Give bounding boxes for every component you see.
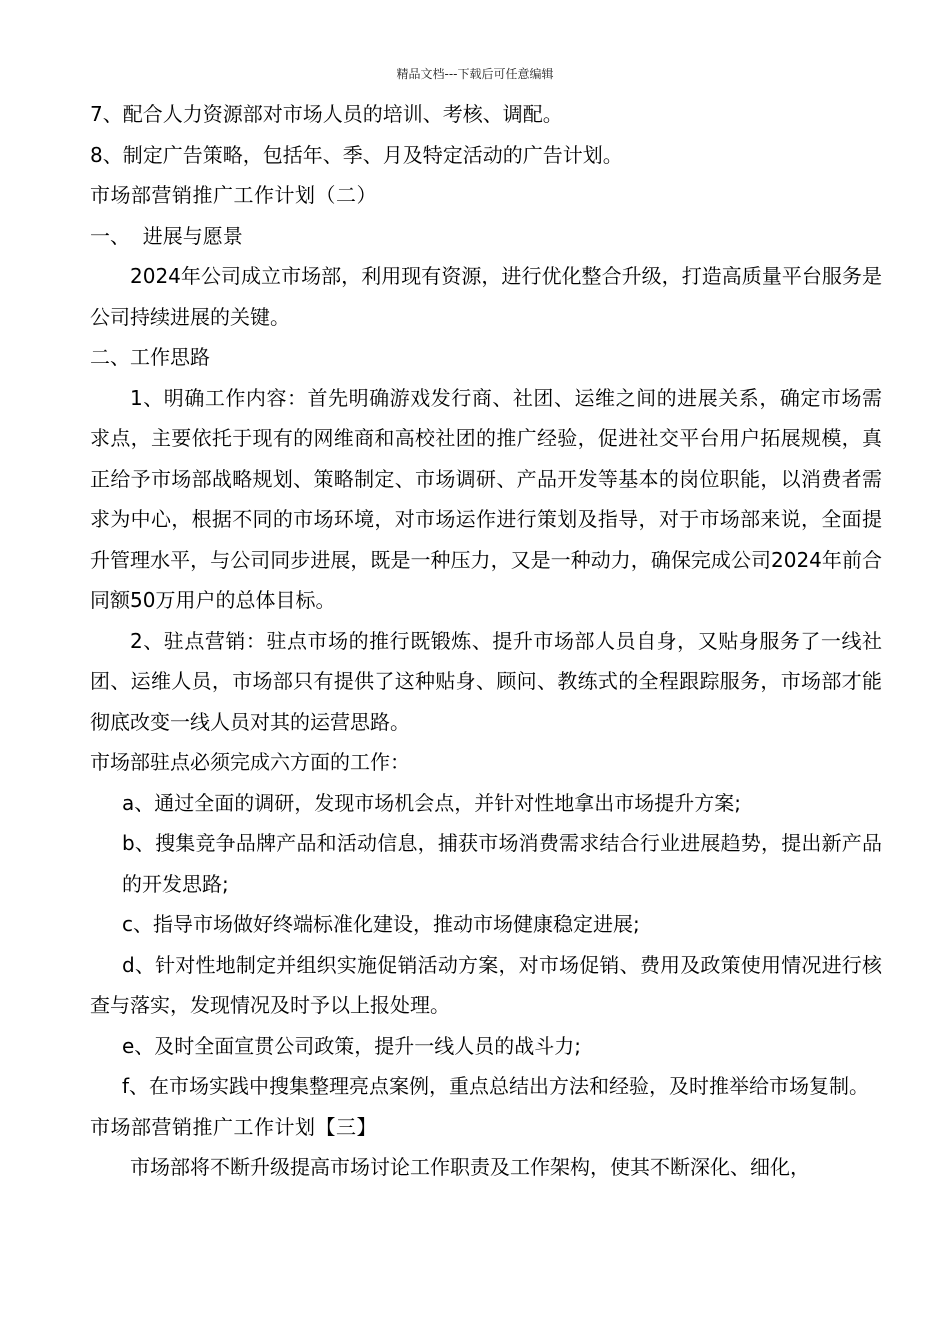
task-f: f、在市场实践中搜集整理亮点案例，重点总结出方法和经验，及时推举给市场复制。	[122, 1074, 870, 1098]
paragraph-plan-3: 市场部将不断升级提高市场讨论工作职责及工作架构，使其不断深化、细化，	[130, 1155, 810, 1179]
paragraph-point-1: 1、明确工作内容：首先明确游戏发行商、社团、运维之间的进展关系，确定市场需求点，主要依托于现有的网维商和高校社团的推广经验，促进社交平台用户拓展规模，真正给予市场部战略规划、策略制定、市场调研、产品开发等基本的岗位职能，以消费者需求为中心，根据不同的市场环境，对市场运作进行策划及指导，对于市场部来说，全面提升管理水平，与公司同步进展，既是一种压力，又是一种动力，确保完成公司2024年前合同额50万用户的总体目标。	[90, 385, 882, 612]
section-title-plan-3: 市场部营销推广工作计划【三】	[90, 1114, 377, 1139]
section-title-plan-2: 市场部营销推广工作计划（二）	[90, 183, 377, 207]
task-b: b、搜集竞争品牌产品和活动信息，捕获市场消费需求结合行业进展趋势，提出新产品的开发思路;	[122, 831, 882, 896]
task-d: d、针对性地制定并组织实施促销活动方案，对市场促销、费用及政策使用情况进行核查与落实，发现情况及时予以上报处理。	[90, 952, 882, 1017]
list-item-7: 7、配合人力资源部对市场人员的培训、考核、调配。	[90, 102, 563, 126]
task-e: e、及时全面宣贯公司政策，提升一线人员的战斗力;	[122, 1033, 582, 1058]
page-header: 精品文档---下载后可任意编辑	[396, 67, 554, 81]
task-a: a、通过全面的调研，发现市场机会点，并针对性地拿出市场提升方案;	[122, 790, 741, 815]
paragraph-vision: 2024年公司成立市场部，利用现有资源，进行优化整合升级，打造高质量平台服务是公司持续进展的关键。	[90, 264, 882, 329]
list-item-8: 8、制定广告策略，包括年、季、月及特定活动的广告计划。	[90, 142, 623, 167]
document-body	[90, 94, 882, 1188]
six-tasks-intro: 市场部驻点必须完成六方面的工作：	[90, 750, 410, 774]
paragraph-point-2: 2、驻点营销：驻点市场的推行既锻炼、提升市场部人员自身，又贴身服务了一线社团、运维人员，市场部只有提供了这种贴身、顾问、教练式的全程跟踪服务，市场部才能彻底改变一线人员对其的运营思路。	[90, 628, 882, 734]
task-c: c、指导市场做好终端标准化建设，推动市场健康稳定进展;	[122, 912, 640, 936]
section-heading-approach: 二、工作思路	[90, 345, 210, 369]
section-heading-vision: 一、 进展与愿景	[90, 223, 243, 248]
